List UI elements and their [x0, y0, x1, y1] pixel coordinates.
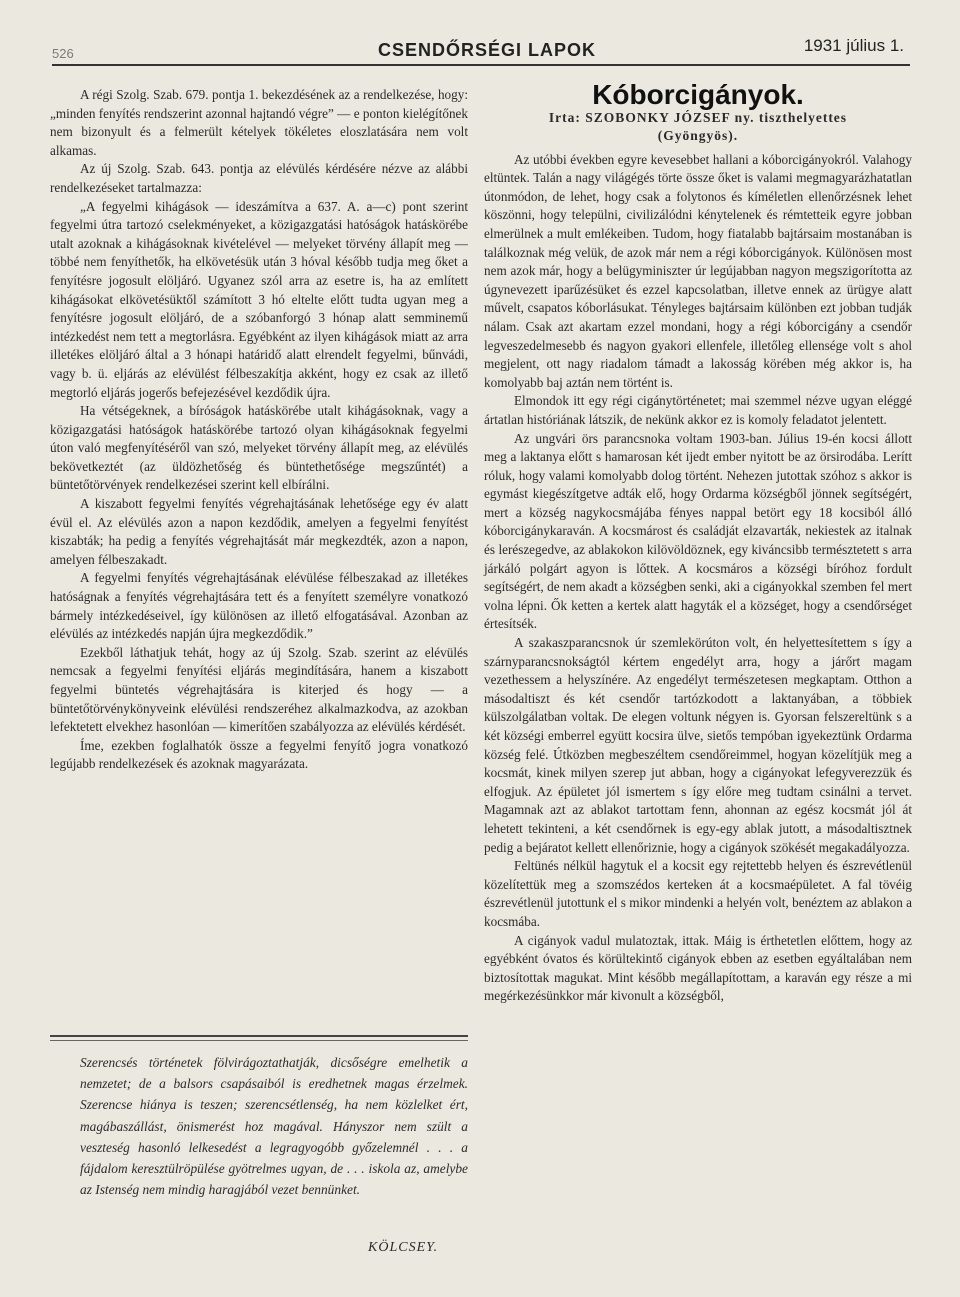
paragraph: A szakaszparancsnok úr szemlekörúton volt, én helyettesítettem s így a szárnyparancsnokságtól kértem engedélyt arra, hogy a járőrt magam vezethessem a helyszínére. Az engedélyt természetesen megkaptam. Otthon a másodaltiszt és két csendőr tartózkodott a laktanyában, a többiek külszolgálatban voltak. De elegen voltunk négyen is. Gyorsan felszereltünk s a két községi emberrel együtt kocsira ülve, sietős tempóban igyekeztünk Ordarma község felé. Útközben megbeszéltem csendőreimmel, hogyan közelítjük meg a kocsmát, kinek milyen szerep jut abban, hogy a cigányokat lefegyverezzük és elfogjuk. Az épületet jól ismertem s így előre meg tudtam csinálni a tervet. Magamnak azt az ablakot tartottam fenn, ahonnan az egész kocsmát jól át lehetett tekinteni, a két csendőrnek is egy-egy ablak jutott, a másodaltisztnek pedig a bejáratot kellett ellenőriznie, hogy a cigányok szökését megakadályozza. [484, 635, 912, 855]
byline-place: (Gyöngyös). [657, 127, 739, 143]
byline-name: SZOBONKY JÓZSEF ny. tiszthelyettes [585, 109, 848, 125]
paragraph: Ezekből láthatjuk tehát, hogy az új Szolg. Szab. szerint az elévülés nemcsak a fegyelmi fenyítési eljárás megindítására, hanem a kiszabott fegyelmi büntetés végrehajtására is kiterjed és hogy — a büntetőtörvénykönyveink elévülési rendszeréhez alkalmazkodva, az azokban lefektetett elvekhez hasonlóan — kimerítően szabályozza az elévülés kérdését. [50, 644, 468, 735]
left-column [50, 86, 468, 774]
paragraph: A fegyelmi fenyítés végrehajtásának elévülése félbeszakad az illetékes hatóságnak a fenyítés végrehajtására tett és a fenyített személyre vonatkozó bármely intézkedéseivel, így különösen az illető elfogatásával. Azonban az elévülés az intézkedés napján újra megkezdődik.” [50, 570, 468, 642]
paragraph: A régi Szolg. Szab. 679. pontja 1. bekezdésének az a rendelkezése, hogy: „minden fenyítés rendszerint azonnal hajtandó végre” — e ponton kielégítőnek nem bizonyult és a felmerült kételyek tökéletes eloszlatására nem volt alkamas. [50, 87, 468, 158]
paragraph: Ha vétségeknek, a bíróságok hatáskörébe utalt kihágásoknak, vagy a közigazgatási hatóságok hatáskörébe tartozó olyan kihágásoknak fegyelmi úton való megfenyítéséről van szó, melyeket törvény állapít meg, az elévülés bekövetkeztét (az üldözhetőség és büntethetősége megszűntét) a büntetőtörvények rendelkezései szerint kell elbírálni. [50, 403, 468, 493]
section-divider [50, 1035, 468, 1037]
paragraph: A cigányok vadul mulatoztak, ittak. Máig is érthetetlen előttem, hogy az egyébként óvatos és körültekintő cigányok ebben az esetben egyáltalában nem biztosítottak magukat. Mint később megállapítottam, a karaván egy része a mi megérkezésünkkor már kivonult a községből, [484, 932, 912, 1004]
right-column [484, 79, 912, 1006]
journal-title: CSENDŐRSÉGI LAPOK [378, 40, 597, 60]
paragraph: Az ungvári örs parancsnoka voltam 1903-ban. Július 19-én kocsi állott meg a laktanya előtt s hamarosan két ijedt ember nyitott be az örsirodába. Lerítt róluk, hogy valami komolyabb dolog történt. Nehezen jutottak szóhoz s akkor is egymást kiegészítgetve adták elő, hogy Ordarma községből jönnek segítségért, mert a község nagykocsmájába fényes nappal betört egy 18 kocsiból álló kóborcigánykaraván. A kocsmárost és családját elzavarták, nekiestek az italnak és lerészegedve, az ablakokon kilövöldöznek, egy kiváncsibb természtetett s arra járkáló polgárt agyon is lőttek. A kocsmáros a községi bíróhoz fordult segítségért, de nem akadt a községben senki, aki a cigányokkal szemben fel mert volna lépni. Ők ketten a kertek alatt hagyták el a községet, hogy a csendőrséget értesítsék. [484, 430, 912, 632]
paragraph: Az utóbbi években egyre kevesebbet hallani a kóborcigányokról. Valahogy eltüntek. Talán a nagy világégés törte össze őket is valami megmagyarázhatatlan útonmódon, de lehet, hogy csak a folytonos és kíméletlen ellenőrzésnek lehet köszönni, hogy települni, civilizálódni kénytelenek és rémtetteik egyre jobban elmerülnek a mult emlékeiben. Tudom, hogy fiatalabb bajtársaim mostanában is találkoznak még velük, de azok már nem a régi kóborcigányok. Különösen most nem azok már, hogy a belügyminiszter úr legújabban nagyon megszigorította az úgynevezett iparűzésüket és ezzel kapcsolatban, illetve ennek az ürügye alatt művelt, csapatos kóborlásukat. Tényleges bajtársaim különben ezt jobban tudják nálam. Csak azt akartam ezzel mondani, hogy a régi kóborcigány a csendőr legveszedelmesebb és nagyon gyakori ellenfele, illetőleg ellensége volt s ahol megjelent, ott nagy riadalom támadt a lakosság körében még akkor is, ha komolyabb baj aztán nem történt is. [484, 151, 912, 390]
article-title: Kóborcigányok. [592, 79, 804, 110]
quote-text: Szerencsés történetek fölvirágoztathatják, dicsőségre emelhetik a nemzetet; de a balsors csapásaiból is eredhetnek magas érzelmek. Szerencse hiánya is teszen; szerencsétlenség, ha nem közlelket ért, magábaszállást, önismerést hoz magával. Hányszor nem szült a veszteség hasonló lelkesedést a legragyogóbb győzelemnél . . . a fájdalom keresztülröpülése gyötrelmes ugyan, de . . . iskola az, amelybe az Istenség nem mindig haragjából vezet bennünket. [80, 1055, 468, 1198]
article-byline [484, 109, 912, 145]
issue-date: 1931 július 1. [803, 36, 904, 55]
paragraph: „A fegyelmi kihágások — ideszámítva a 637. A. a—c) pont szerint fegyelmi útra tartozó cselekményeket, a közigazgatási hatóságok hatáskörébe utalt azoknak a kihágásoknak kivételével — melyeket törvény állapít meg — többé nem fenyíthetők, ha elkövetésük után 3 hóval később tudja meg őket a fenyítésre jogosult elöljáró. Ugyanez szól arra az esetre is, ha az említett kihágásokat elkövetésüktől számított 3 hó eltelte előtt tudta ugyan meg a fenyítésre jogosult elöljáró, de a szóbanforgó 3 hónap alatt semminemű intézkedést nem tett a megtorlásra. Egyébként az ilyen kihágások miatt az arra illetékes elöljáró által a 3 hónapi határidő alatt elrendelt fegyelmi, bűnvádi, vagy b. ü. eljárás az elévülést félbeszakítja akként, hogy ez csak az illető megtorló eljárás jogerős befejezésével kezdődik újra. [50, 198, 468, 400]
paragraph: Feltünés nélkül hagytuk el a kocsit egy rejtettebb helyen és észrevétlenül közelítettük meg a szomszédos kerteken át a kocsmaépületet. A fal tövéig észrevétlenül jutottunk el s mikor mindenki a helyén volt, benéztem az ablakon a kocsmába. [484, 858, 912, 929]
section-divider-thin [50, 1040, 468, 1041]
paragraph: Elmondok itt egy régi cigánytörténetet; mai szemmel nézve ugyan eléggé ártatlan históriának látszik, de nekünk akkor ez is komoly feladatot jelentett. [484, 393, 912, 427]
quote-author: KÖLCSEY. [368, 1240, 439, 1255]
byline-prefix: Irta: [548, 109, 581, 125]
page-number: 526 [52, 46, 74, 61]
paragraph: Az új Szolg. Szab. 643. pontja az elévülés kérdésére nézve az alábbi rendelkezéseket tartalmazza: [50, 161, 468, 195]
page-header [52, 34, 910, 66]
paragraph: Íme, ezekben foglalhatók össze a fegyelmi fenyítő jogra vonatkozó legújabb rendelkezések és azoknak magyarázata. [50, 737, 468, 772]
paragraph: A kiszabott fegyelmi fenyítés végrehajtásának lehetősége egy év alatt évül el. Az elévülés azon a napon kezdődik, amelyen a fegyelmi fenyítést kiszabták; ha pedig a fenyítés végrehajtását már megkezdték, azon a napon, amelyen félbeszakadt. [50, 496, 468, 567]
